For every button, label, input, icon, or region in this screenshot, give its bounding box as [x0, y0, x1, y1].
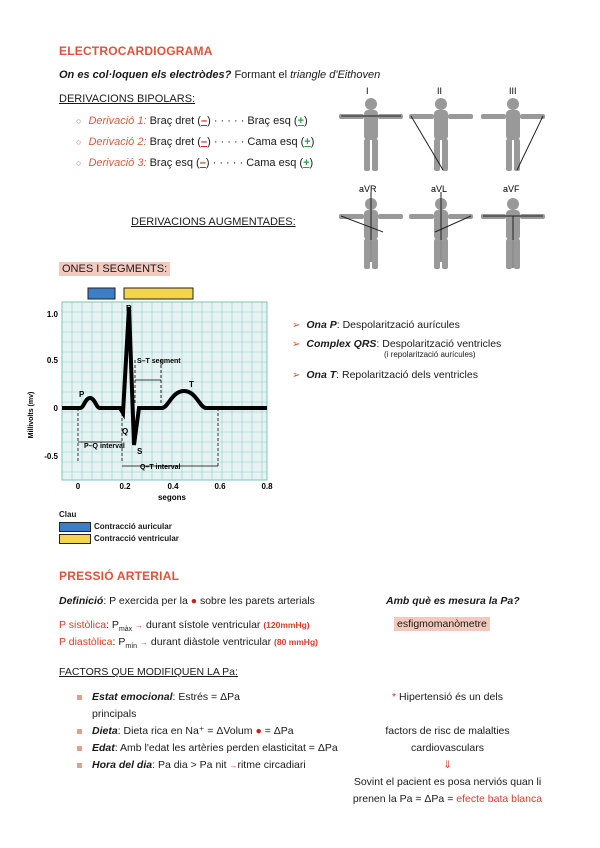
factor-item: [77, 740, 338, 757]
lead-to: Cama esq: [247, 136, 298, 148]
T-label: T: [189, 380, 194, 389]
x-tick: 0.2: [119, 482, 131, 491]
P-label: P: [79, 390, 85, 399]
factor-name: Edat: [92, 742, 115, 754]
white-coat-effect: efecte bata blanca: [456, 793, 543, 805]
electrodes-answer-italic: triangle d'Eithoven: [290, 69, 381, 81]
bipolar-item: ○ Derivació 2: Braç dret (–) · · · · · Cama esq (+): [76, 136, 315, 148]
blood-drop-icon: ●: [255, 725, 262, 737]
diastolic-label: P diastòlica: [59, 636, 113, 648]
minus-sign: –: [199, 157, 206, 169]
y-tick: 1.0: [46, 310, 58, 319]
note-line: cardiovasculars: [411, 742, 484, 754]
systolic-value: (120mmHg): [263, 620, 310, 630]
legend-swatch-blue: [59, 522, 91, 532]
plus-sign: +: [297, 115, 305, 127]
factor-name: Estat emocional: [92, 691, 173, 703]
waves-heading-wrap: [59, 263, 170, 275]
bipolar-heading: DERIVACIONS BIPOLARS:: [59, 93, 196, 105]
arrow-right-icon: →: [139, 638, 148, 647]
definition-label: Definició: [59, 595, 104, 607]
minus-sign: –: [200, 115, 208, 127]
wave-item: [292, 369, 501, 381]
lead-aVR-label: aVR: [359, 184, 377, 194]
electrodes-line: [59, 69, 380, 81]
section-title-pressure: PRESSIÓ ARTERIAL: [59, 569, 180, 583]
lead-to: Braç esq: [247, 115, 291, 127]
legend-item-blue: [59, 521, 179, 533]
p-letter: P: [118, 636, 126, 648]
y-tick: 0: [53, 404, 58, 413]
diastolic-line: P diastòlica: $P_{mín}$ → durant diàstole ventricular (80 mmHg): [59, 636, 318, 651]
x-tick: 0.4: [167, 482, 179, 491]
square-bullet-icon: [77, 695, 82, 700]
x-axis-label: segons: [157, 493, 187, 502]
factor-name: Hora del dia: [92, 759, 153, 771]
ecg-legend: [59, 509, 179, 545]
y-tick: -0.5: [44, 452, 58, 461]
systolic-sub: màx: [118, 626, 133, 634]
factor-text: : Pa dia > Pa nit: [152, 759, 227, 771]
legend-label: Contracció ventricular: [94, 534, 179, 543]
einthoven-figure: [333, 82, 553, 272]
pq-interval-label: P–Q interval: [84, 443, 125, 450]
factor-continuation: principals: [92, 708, 137, 720]
y-axis-label: Millivolts (mv): [28, 391, 35, 439]
lead-from: Braç esq: [149, 157, 193, 169]
note-line: Sovint el pacient es posa nerviós quan li: [353, 776, 542, 788]
factor-text: : Dieta rica en Na⁺ = ΔVolum: [117, 725, 253, 737]
note-text: Hipertensió és un dels: [399, 691, 503, 703]
dots: · · · · ·: [212, 157, 244, 169]
arrow-right-icon: →: [135, 621, 144, 630]
down-arrow-icon: ⇓: [443, 759, 452, 771]
S-label: S: [137, 447, 143, 456]
arrow-bullet-icon: ➢: [292, 370, 301, 381]
legend-label: Contracció auricular: [94, 522, 172, 531]
st-segment-label: S–T segment: [137, 358, 181, 365]
R-label: R: [126, 304, 132, 313]
atrial-contraction-bar: [88, 288, 115, 299]
factors-list: [77, 689, 338, 774]
definition-text: : P exercida per la: [103, 595, 188, 607]
systolic-line: P sistòlica: $P_{màx}$ → durant sístole ventricular (120mmHg): [59, 619, 310, 634]
section-title-ecg: ELECTROCARDIOGRAMA: [59, 44, 213, 58]
circle-bullet-icon: ○: [76, 137, 82, 147]
bipolar-list: [76, 111, 314, 174]
lead-from: Braç dret: [149, 115, 195, 127]
dots: · · · · ·: [213, 115, 245, 127]
circle-bullet-icon: ○: [76, 158, 82, 168]
lead-name: Derivació 1:: [88, 115, 147, 127]
diastolic-text: durant diàstole ventricular: [150, 636, 272, 648]
lead-aVF-label: aVF: [503, 184, 520, 194]
bipolar-item: ○ Derivació 3: Braç esq (–) · · · · · Cama esq (+): [76, 157, 314, 169]
factor-item: [77, 723, 338, 740]
lead-name: Derivació 2:: [88, 136, 147, 148]
diastolic-sub: mín: [125, 643, 138, 651]
x-tick: 0: [75, 482, 81, 491]
arrow-bullet-icon: ➢: [292, 339, 301, 350]
x-tick: 0.6: [214, 482, 226, 491]
circle-bullet-icon: ○: [76, 116, 82, 126]
legend-swatch-yellow: [59, 534, 91, 544]
systolic-label: P sistòlica: [59, 619, 107, 631]
arrow-bullet-icon: ➢: [292, 320, 301, 331]
factor-text: : Estrés = ΔPa: [172, 691, 240, 703]
qt-interval-label: Q–T interval: [140, 464, 181, 471]
measure-answer: esfigmomanòmetre: [394, 617, 490, 631]
Q-label: Q: [122, 427, 129, 436]
wave-name: Ona P: [306, 319, 337, 331]
dots: · · · · ·: [213, 136, 245, 148]
factor-item: [77, 757, 338, 774]
note-line: [340, 689, 555, 706]
wave-desc: : Despolarització ventricles: [376, 338, 502, 350]
lead-III-label: III: [509, 86, 517, 96]
factor-item: [77, 689, 338, 706]
wave-item: [292, 338, 501, 350]
factor-text: : Amb l'edat les artèries perden elasticitat = ΔPa: [114, 742, 338, 754]
lead-II-label: II: [437, 86, 443, 96]
factors-heading: FACTORS QUE MODIFIQUEN LA Pa:: [59, 666, 238, 678]
waves-list: [292, 319, 501, 381]
legend-item-yellow: [59, 533, 179, 545]
wave-note: (i repolarització aurícules): [384, 350, 476, 359]
factor-name: Dieta: [92, 725, 118, 737]
x-tick: 0.8: [261, 482, 273, 491]
square-bullet-icon: [77, 729, 82, 734]
wave-desc: : Despolarització aurícules: [336, 319, 460, 331]
lead-to: Cama esq: [246, 157, 297, 169]
waves-heading: ONES I SEGMENTS:: [59, 262, 170, 276]
definition-text: sobre les parets arterials: [199, 595, 315, 607]
factor-tail: ritme circadiari: [237, 759, 306, 771]
bipolar-item: ○ Derivació 1: Braç dret (–) · · · · · Braç esq (+): [76, 115, 308, 127]
minus-sign: –: [200, 136, 208, 148]
electrodes-answer-prefix: Formant el: [234, 69, 288, 81]
plus-sign: +: [304, 136, 311, 148]
augmented-heading: DERIVACIONS AUGMENTADES:: [131, 216, 296, 228]
hypertension-note: [340, 689, 555, 808]
blood-drop-icon: ●: [190, 595, 198, 607]
ecg-grid: [62, 302, 267, 480]
wave-desc: : Repolarització dels ventricles: [336, 369, 478, 381]
measure-question: Amb què es mesura la Pa?: [386, 595, 520, 607]
note-line: [340, 791, 555, 808]
square-bullet-icon: [77, 746, 82, 751]
square-bullet-icon: [77, 763, 82, 768]
note-line: factors de risc de malalties: [385, 725, 510, 737]
lead-I-label: I: [366, 86, 369, 96]
systolic-text: durant sístole ventricular: [146, 619, 261, 631]
lead-name: Derivació 3:: [88, 157, 147, 169]
definition-line: [59, 595, 315, 607]
wave-name: Ona T: [306, 369, 337, 381]
y-tick: 0.5: [46, 356, 58, 365]
arrow-right-icon: →: [229, 761, 238, 770]
diastolic-value: (80 mmHg): [274, 637, 318, 647]
legend-title: Clau: [59, 510, 77, 519]
wave-item: [292, 319, 501, 331]
note-text: prenen la Pa = ΔPa =: [352, 793, 454, 805]
ventricular-contraction-bar: [124, 288, 193, 299]
lead-from: Braç dret: [149, 136, 195, 148]
plus-sign: +: [303, 157, 310, 169]
electrodes-question: On es col·loquen els electròdes?: [59, 69, 232, 81]
p-letter: P: [111, 619, 119, 631]
measure-answer-wrap: [394, 618, 490, 630]
star-icon: *: [392, 691, 397, 703]
factor-tail: = ΔPa: [261, 725, 294, 737]
wave-name: Complex QRS: [306, 338, 377, 350]
lead-aVL-label: aVL: [431, 184, 448, 194]
